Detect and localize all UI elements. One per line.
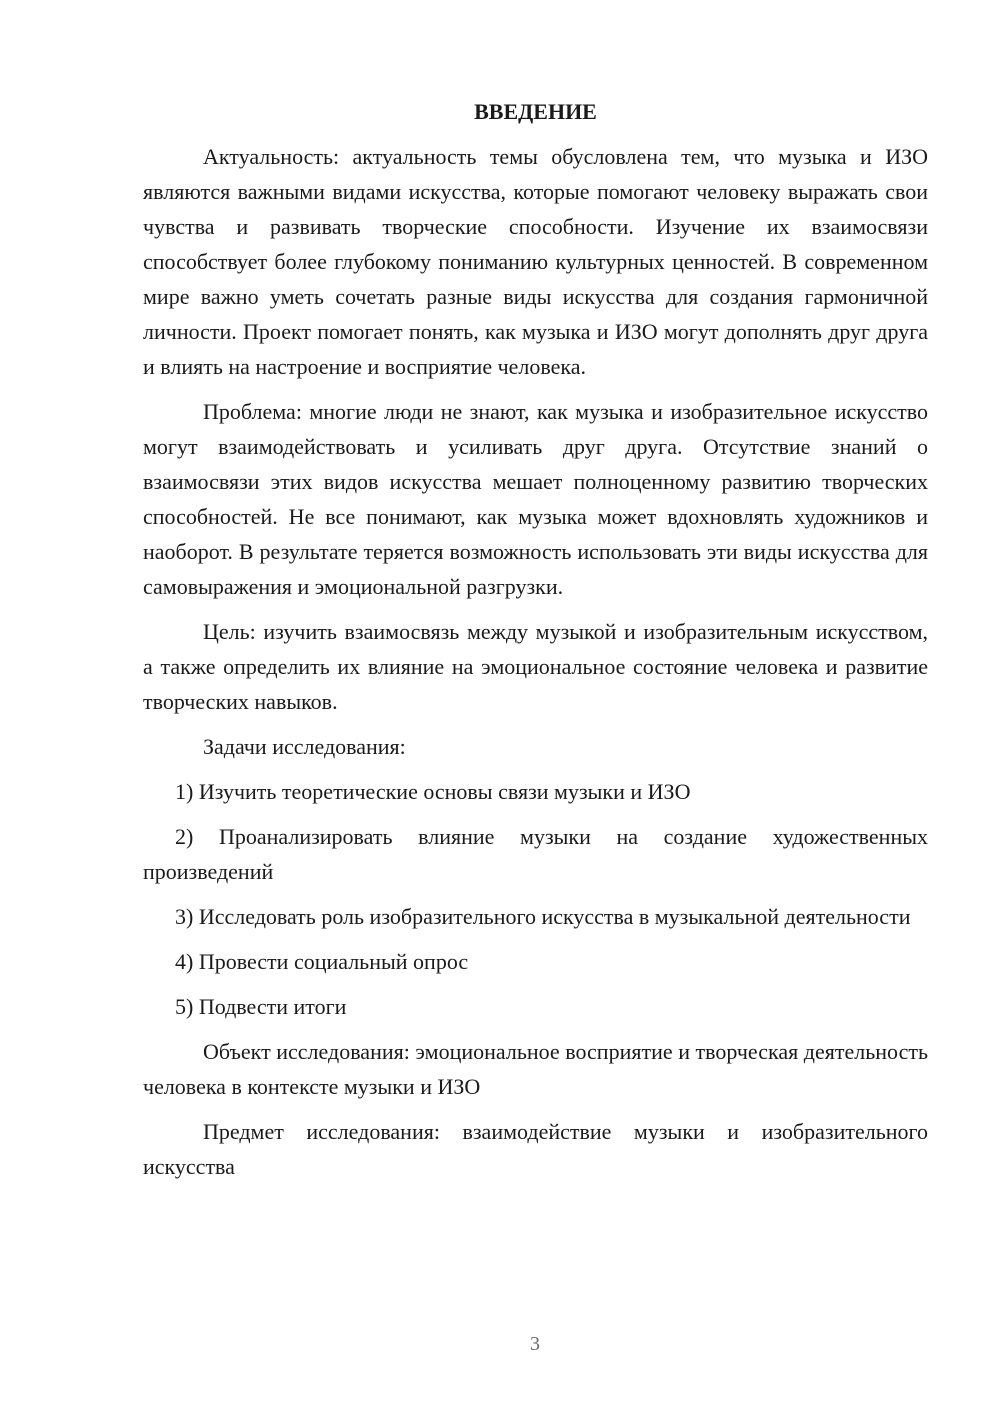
tasks-heading: Задачи исследования:: [203, 734, 406, 759]
task-item-4: 4) Провести социальный опрос: [175, 949, 469, 974]
page-content: [143, 97, 928, 1194]
paragraph-goal: Цель: изучить взаимосвязь между музыкой и изобразительным искусством, а также определить их влияние на эмоциональное состояние человека и развитие творческих навыков.: [143, 619, 928, 714]
task-item-1: 1) Изучить теоретические основы связи музыки и ИЗО: [175, 779, 691, 804]
paragraph-relevance: Актуальность: актуальность темы обусловлена тем, что музыка и ИЗО являются важными видами искусства, которые помогают человеку выражать свои чувства и развивать творческие способности. Изучение их взаимосвязи способствует более глубокому пониманию культурных ценностей. В современном мире важно уметь сочетать разные виды искусства для создания гармоничной личности. Проект помогает понять, как музыка и ИЗО могут дополнять друг друга и влиять на настроение и восприятие человека.: [143, 144, 928, 379]
paragraph-subject: Предмет исследования: взаимодействие музыки и изобразительного искусства: [143, 1119, 928, 1179]
paragraph-object: Объект исследования: эмоциональное восприятие и творческая деятельность человека в контексте музыки и ИЗО: [143, 1039, 928, 1099]
task-item-5: 5) Подвести итоги: [175, 994, 347, 1019]
paragraph-problem: Проблема: многие люди не знают, как музыка и изобразительное искусство могут взаимодействовать и усиливать друг друга. Отсутствие знаний о взаимосвязи этих видов искусства мешает полноценному развитию творческих способностей. Не все понимают, как музыка может вдохновлять художников и наоборот. В результате теряется возможность использовать эти виды искусства для самовыражения и эмоциональной разгрузки.: [143, 399, 928, 599]
page-title: ВВЕДЕНИЕ: [474, 99, 597, 124]
task-item-3: 3) Исследовать роль изобразительного искусства в музыкальной деятельности: [175, 904, 911, 929]
task-item-2: 2) Проанализировать влияние музыки на создание художественных произведений: [143, 824, 928, 884]
page-number: 3: [530, 1333, 540, 1355]
